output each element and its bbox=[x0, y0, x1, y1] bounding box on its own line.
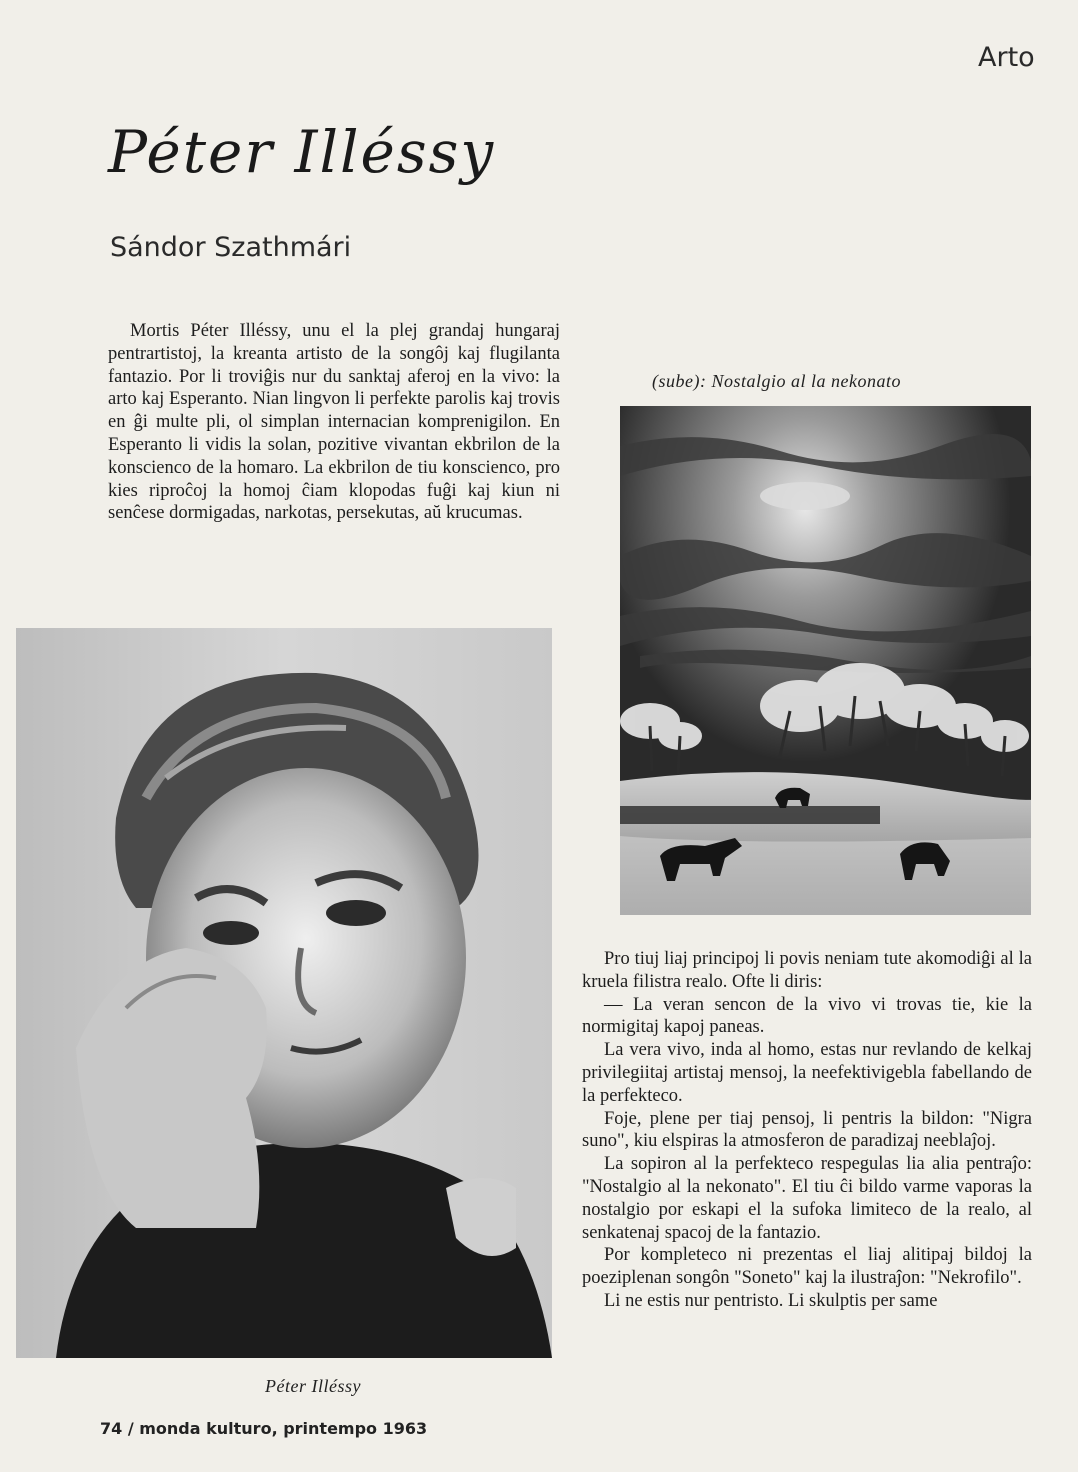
intro-text: Mortis Péter Illéssy, unu el la plej grandaj hungaraj pentrartistoj, la kreanta artisto de la songôj kaj flugilanta fantazio. Por li troviĝis nur du sanktaj aferoj en la vivo: la arto kaj Esperanto. Nian lingvon li perfekte parolis kaj trovis en ĝi multe pli, ol simplan internacian komprenigilon. En Esperanto li vidis la solan, pozitive vivantan ekbrilon de la konscienco de la homaro. La ekbrilon de tiu konscienco, pro kies riproĉoj la homoj ĉiam klopodas fuĝi kaj kiun ni senĉese dormigadas, narkotas, persekutas, aŭ krucumas. bbox=[108, 321, 560, 524]
body-paragraph: La sopiron al la perfekteco respegulas lia alia pentraĵo: "Nostalgio al la nekonato". El tiu ĉi bildo varme vaporas la nostalgio por eskapi el la sufoka limiteco de la realo, al senkatenaj spacoj de la fantazio. bbox=[582, 1154, 1032, 1243]
portrait-photo bbox=[16, 628, 552, 1358]
body-text-column bbox=[582, 948, 1032, 1313]
intro-paragraph bbox=[108, 320, 560, 525]
body-paragraph: Por kompleteco ni prezentas el liaj alitipaj bildoj la poeziplenan songôn "Soneto" kaj la ilustraĵon: "Nekrofilo". bbox=[582, 1245, 1032, 1289]
painting-image bbox=[620, 406, 1031, 915]
body-paragraph: Foje, plene per tiaj pensoj, li pentris la bildon: "Nigra suno", kiu elspiras la atmosferon de paradizaj neeblaĵoj. bbox=[582, 1108, 1032, 1152]
body-paragraph: Pro tiuj liaj principoj li povis neniam tute akomodiĝi al la kruela filistra realo. Ofte li diris: bbox=[582, 949, 1032, 992]
article-author: Sándor Szathmári bbox=[110, 232, 352, 263]
page-footer: 74 / monda kulturo, printempo 1963 bbox=[100, 1419, 428, 1438]
painting-caption: (sube): Nostalgio al la nekonato bbox=[652, 371, 901, 391]
section-label: Arto bbox=[978, 42, 1035, 73]
body-paragraph: La vera vivo, inda al homo, estas nur revlando de kelkaj privilegiitaj artistaj mensoj, la neefektivigebla fabellando de la perfekteco. bbox=[582, 1040, 1032, 1106]
portrait-caption: Péter Illéssy bbox=[265, 1376, 361, 1396]
body-paragraph: Li ne estis nur pentristo. Li skulptis per same bbox=[604, 1290, 938, 1311]
article-title: Péter Illéssy bbox=[108, 118, 496, 186]
body-paragraph: — La veran sencon de la vivo vi trovas tie, kie la normigitaj kapoj paneas. bbox=[582, 994, 1032, 1038]
